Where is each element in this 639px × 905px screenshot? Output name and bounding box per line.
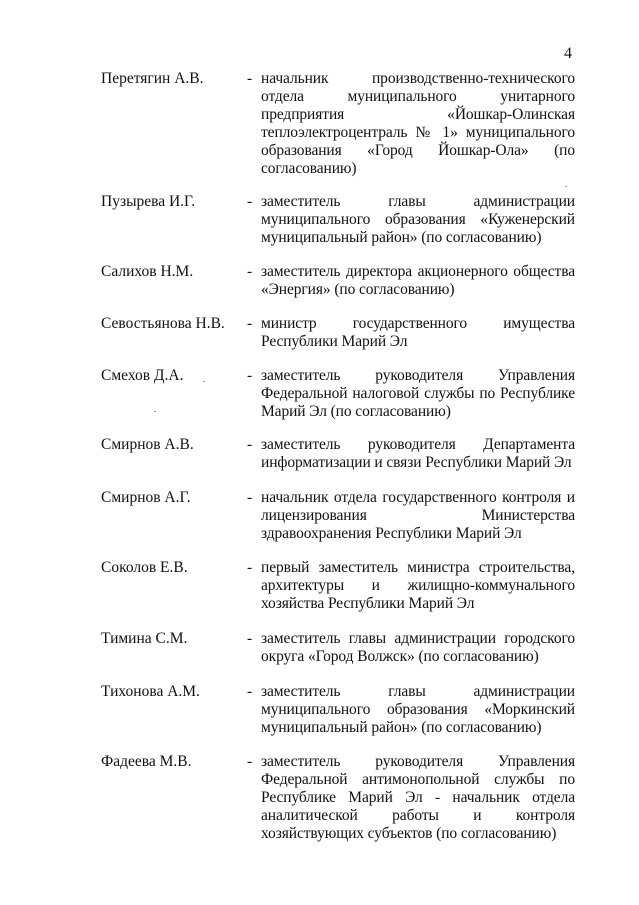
member-name: Смирнов А.Г. — [101, 489, 191, 506]
scan-speck — [565, 186, 567, 187]
page-number: 4 — [564, 45, 572, 62]
member-position: начальник производственно-технического отдела муниципального унитарного предприятия «Йошкар-Олинская теплоэлектроцентраль № 1» муниципального образования «Город Йошкар-Ола» (по согласованию) — [261, 70, 575, 177]
separator-dash: - — [247, 315, 253, 332]
separator-dash: - — [247, 367, 253, 384]
member-position: заместитель руководителя Управления Федеральной антимонопольной службы по Республике Марий Эл - начальник отдела аналитической работы и контроля хозяйствующих субъектов (по согласованию) — [261, 753, 575, 842]
member-position: заместитель руководителя Управления Федеральной налоговой службы по Республике Марий Эл (по согласованию) — [261, 367, 575, 420]
member-position: заместитель директора акционерного общества «Энергия» (по согласованию) — [261, 263, 575, 298]
member-name: Смирнов А.В. — [101, 436, 194, 453]
separator-dash: - — [247, 753, 253, 770]
scan-speck — [203, 381, 205, 382]
separator-dash: - — [247, 70, 253, 87]
member-position: заместитель главы администрации муниципального образования «Куженерский муниципальный район» (по согласованию) — [261, 193, 575, 246]
member-name: Соколов Е.В. — [101, 559, 188, 576]
separator-dash: - — [247, 263, 253, 280]
member-position: начальник отдела государственного контроля и лицензирования Министерства здравоохранения Республики Марий Эл — [261, 489, 575, 542]
member-name: Салихов Н.М. — [101, 263, 194, 280]
member-position: первый заместитель министра строительства, архитектуры и жилищно-коммунального хозяйства Республики Марий Эл — [261, 559, 575, 612]
separator-dash: - — [247, 559, 253, 576]
member-name: Пузырева И.Г. — [101, 193, 196, 210]
separator-dash: - — [247, 436, 253, 453]
member-position: заместитель руководителя Департамента информатизации и связи Республики Марий Эл — [261, 436, 575, 471]
member-name: Смехов Д.А. — [101, 367, 184, 384]
member-name: Тихонова А.М. — [101, 683, 200, 700]
separator-dash: - — [247, 489, 253, 506]
separator-dash: - — [247, 630, 253, 647]
member-name: Фадеева М.В. — [101, 753, 192, 770]
member-position: заместитель главы администрации муниципального образования «Моркинский муниципальный район» (по согласованию) — [261, 683, 575, 736]
member-name: Севостьянова Н.В. — [101, 315, 225, 332]
member-position: министр государственного имущества Республики Марий Эл — [261, 315, 575, 350]
member-position: заместитель главы администрации городского округа «Город Волжск» (по согласованию) — [261, 630, 575, 665]
member-name: Перетягин А.В. — [101, 70, 204, 87]
scan-speck — [154, 411, 156, 412]
member-name: Тимина С.М. — [101, 630, 188, 647]
separator-dash: - — [247, 683, 253, 700]
separator-dash: - — [247, 193, 253, 210]
